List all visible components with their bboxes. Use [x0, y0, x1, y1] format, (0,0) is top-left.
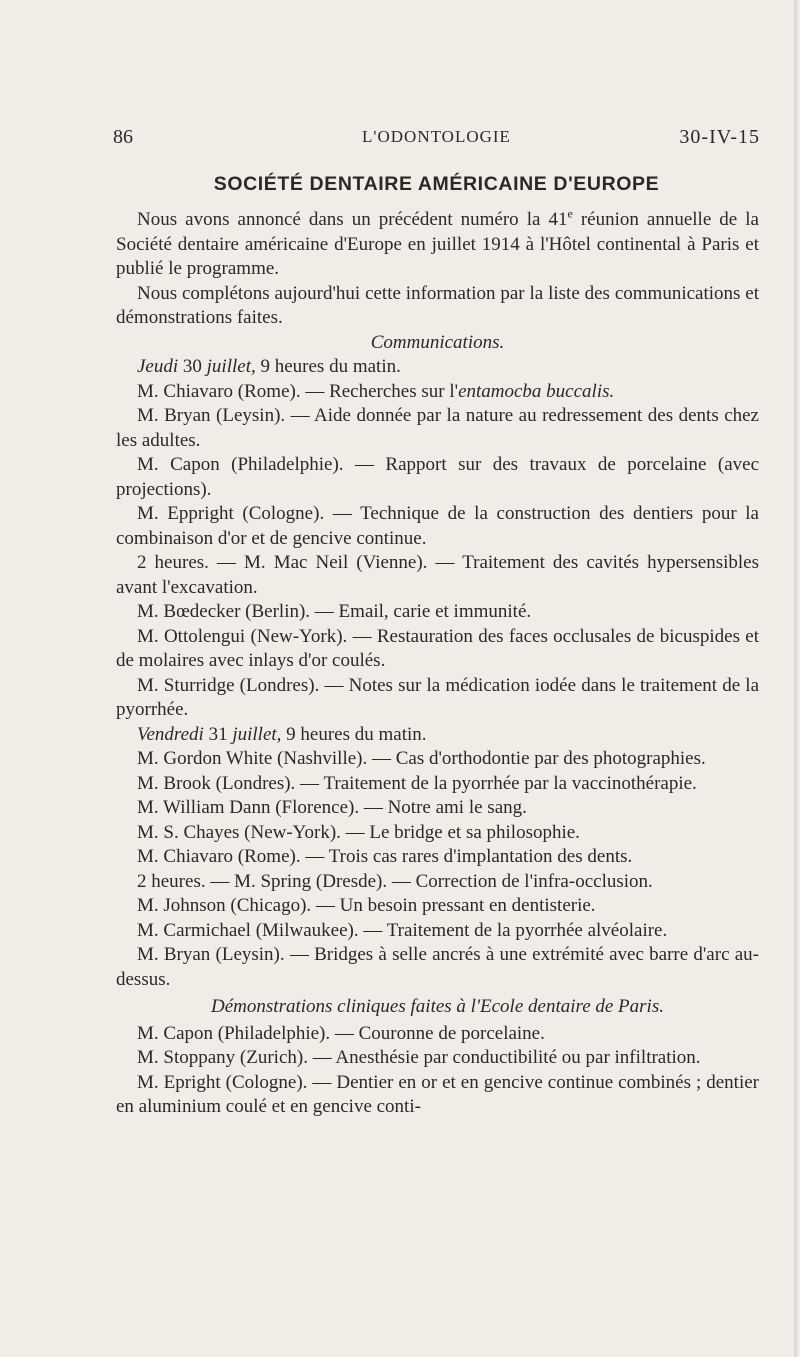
list-item: M. William Dann (Florence). — Notre ami le sang. — [137, 797, 527, 818]
journal-title: L'ODONTOLOGIE — [362, 127, 511, 146]
list-item: M. Brook (Londres). — Traitement de la pyorrhée par la vaccinothérapie. — [137, 772, 697, 794]
list-item: M. Johnson (Chicago). — Un besoin pressant en dentisterie. — [137, 895, 596, 916]
running-header — [113, 126, 760, 156]
list-item: M. Gordon White (Nashville). — Cas d'orthodontie par des photographies. — [137, 748, 706, 769]
list-item: M. Epright (Cologne). — Dentier en or et en gencive continue combinés ; dentier en aluminium coulé et en gencive conti- — [116, 1071, 759, 1117]
issue-date: 30-IV-15 — [679, 126, 760, 148]
list-item: M. Ottolengui (New-York). — Restauration des faces occlusales de bicuspides et de molaires avec inlays d'or coulés. — [116, 625, 759, 671]
list-item: 2 heures. — M. Mac Neil (Vienne). — Traitement des cavités hypersensibles avant l'excavation. — [116, 552, 759, 598]
list-item: M. Stoppany (Zurich). — Anesthésie par conductibilité ou par infiltration. — [137, 1047, 701, 1068]
list-item: M. Capon (Philadelphie). — Rapport sur des travaux de porcelaine (avec projections). — [116, 454, 759, 500]
session-thursday: Jeudi 30 juillet, 9 heures du matin. — [137, 356, 401, 377]
intro-paragraph-2: Nous complétons aujourd'hui cette information par la liste des communications et démonstrations faites. — [116, 282, 759, 328]
list-item: M. S. Chayes (New-York). — Le bridge et sa philosophie. — [137, 821, 580, 843]
session-friday: Vendredi 31 juillet, 9 heures du matin. — [137, 723, 427, 745]
page-edge — [794, 0, 800, 1357]
page-number: 86 — [113, 126, 133, 148]
demonstrations-heading: Démonstrations cliniques faites à l'Ecole dentaire de Paris. — [211, 996, 664, 1017]
communications-heading: Communications. — [370, 331, 505, 353]
list-item: M. Sturridge (Londres). — Notes sur la médication iodée dans le traitement de la pyorrhée. — [116, 674, 759, 720]
list-item: M. Eppright (Cologne). — Technique de la construction des dentiers pour la combinaison d'or et de gencive continue. — [116, 503, 759, 549]
list-item: M. Carmichael (Milwaukee). — Traitement de la pyorrhée alvéolaire. — [137, 919, 668, 941]
list-item: M. Bœdecker (Berlin). — Email, carie et immunité. — [137, 601, 532, 622]
list-item: M. Bryan (Leysin). — Bridges à selle ancrés à une extrémité avec barre d'arc au-dessus. — [116, 944, 759, 990]
article-title: SOCIÉTÉ DENTAIRE AMÉRICAINE D'EUROPE — [213, 173, 660, 195]
list-item: M. Chiavaro (Rome). — Trois cas rares d'implantation des dents. — [137, 846, 633, 867]
list-item: 2 heures. — M. Spring (Dresde). — Correction de l'infra-occlusion. — [137, 870, 653, 892]
intro-paragraph-1: Nous avons annoncé dans un précédent numéro la 41e réunion annuelle de la Société dentaire américaine d'Europe en juillet 1914 à l'Hôtel continental à Paris et publié le programme. — [116, 206, 759, 279]
list-item: M. Bryan (Leysin). — Aide donnée par la nature au redressement des dents chez les adultes. — [116, 405, 759, 451]
list-item: M. Capon (Philadelphie). — Couronne de porcelaine. — [137, 1022, 545, 1044]
list-item: M. Chiavaro (Rome). — Recherches sur l'entamocba buccalis. — [137, 380, 615, 402]
article-body — [116, 208, 759, 1120]
